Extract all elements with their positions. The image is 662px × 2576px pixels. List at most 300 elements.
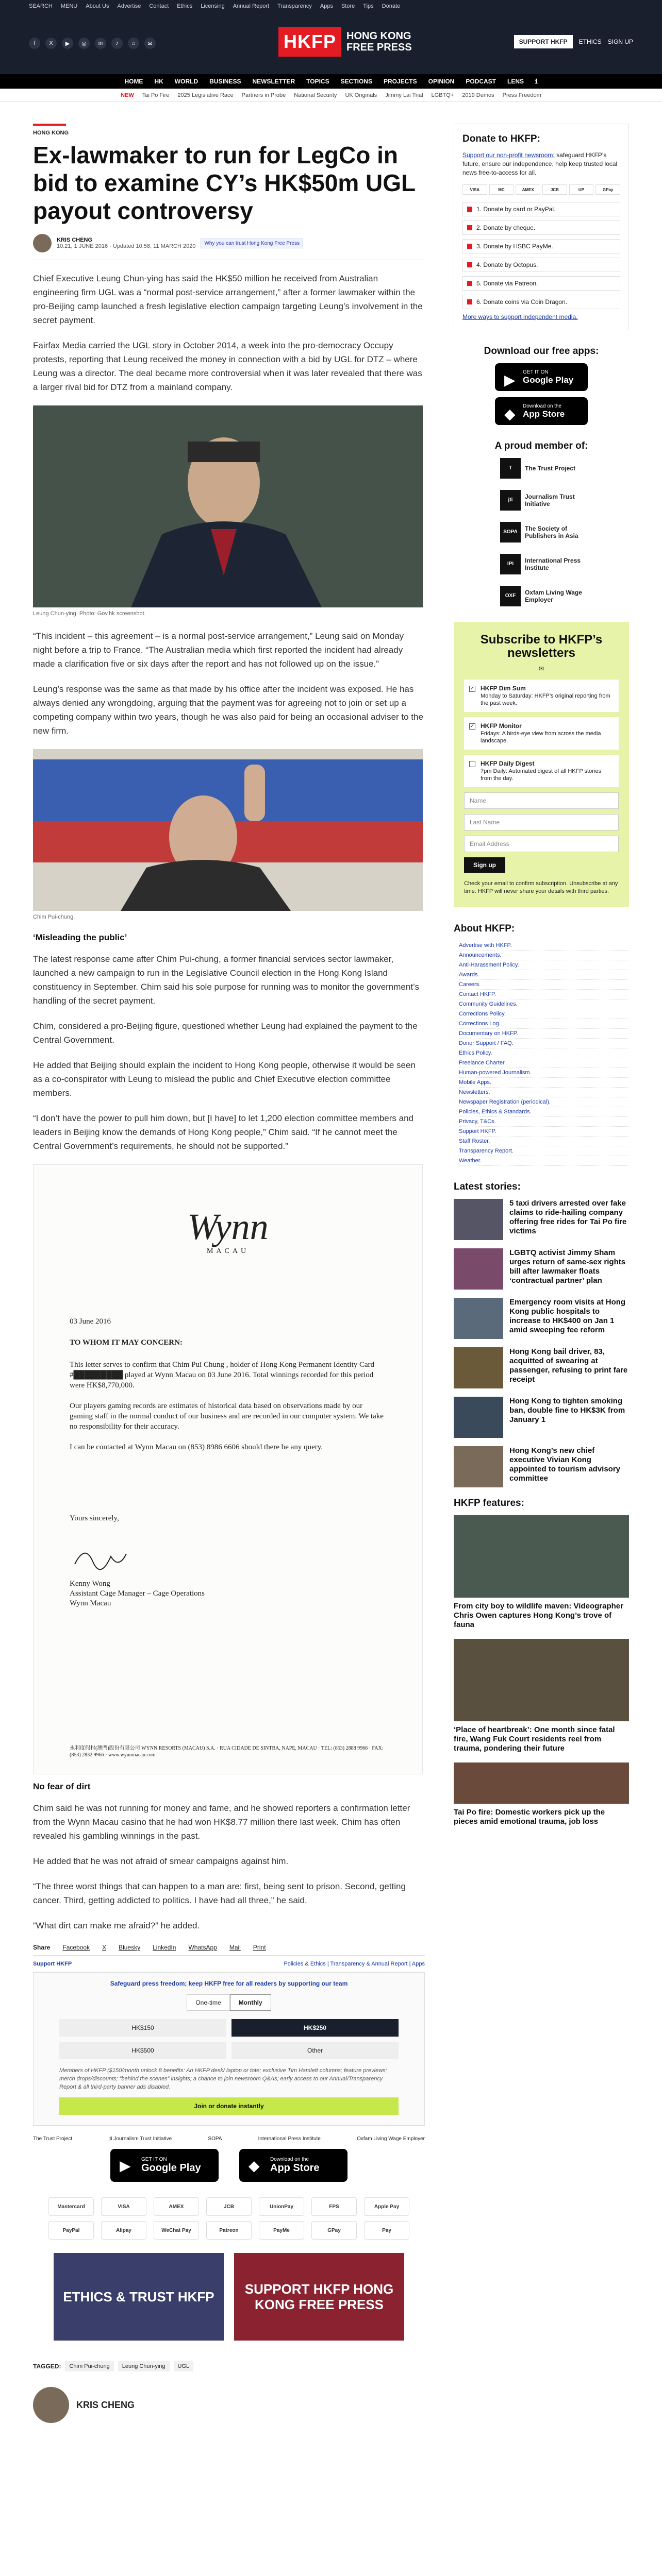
- policies-links[interactable]: Policies & Ethics | Transparency & Annual Report | Apps: [284, 1961, 425, 1967]
- member-org[interactable]: [500, 554, 583, 574]
- unionpay-icon: UP: [569, 184, 594, 195]
- badge-jti[interactable]: jti Journalism Trust Initiative: [108, 2136, 172, 2142]
- checkbox-icon[interactable]: ✓: [470, 723, 475, 729]
- mastercard-icon: Mastercard: [48, 2197, 94, 2216]
- share-label: Share: [33, 1944, 51, 1951]
- bullet-icon: [467, 299, 472, 304]
- newsletter-option-text: [481, 722, 614, 744]
- about-link[interactable]: Newsletters.: [459, 1088, 629, 1097]
- nav-opinion[interactable]: OPINION: [428, 78, 455, 85]
- new-badge: NEW: [121, 92, 134, 98]
- about-link[interactable]: Policies, Ethics & Standards.: [459, 1107, 629, 1117]
- paragraph: Leung’s response was the same as that made by his office after the incident was exposed. He has always denied any wrongdoing, arguing that the payment was for agreeing not to join or set up a competing company within two years, though he was also paid for being an occasional adviser to the new firm.: [33, 684, 423, 736]
- share-linkedin[interactable]: LinkedIn: [153, 1944, 176, 1951]
- topbar-apps[interactable]: Apps: [320, 3, 333, 9]
- app-store-button[interactable]: [239, 2149, 347, 2182]
- about-link[interactable]: Awards.: [459, 970, 629, 980]
- feature-headline: From city boy to wildlife maven: Videographer Chris Owen captures Hong Kong’s trove of fauna: [454, 1602, 623, 1629]
- story-thumbnail: [454, 1248, 503, 1290]
- about-link[interactable]: Ethics Policy.: [459, 1048, 629, 1058]
- newsletter-name: HKFP Monitor: [481, 722, 522, 730]
- topbar-donate[interactable]: Donate: [382, 3, 401, 9]
- letter-footer-address: 永利度假村(澳門)股份有限公司 WYNN RESORTS (MACAU) S.A. · RUA CIDADE DE SINTRA, NAPE, MACAU · TEL: (853) 2888 9966 · FAX: (853) 2832 9966 · www.wynnmacau.com: [70, 1745, 384, 1758]
- support-links: [33, 1961, 425, 1967]
- feature-item[interactable]: [454, 1762, 629, 1826]
- letter-signatory: [70, 1579, 386, 1608]
- member-org-name: Oxfam Living Wage Employer: [525, 589, 582, 603]
- donate-option-label: 4. Donate by Octopus.: [476, 261, 538, 268]
- member-org-name: The Society of Publishers in Asia: [525, 525, 578, 539]
- facebook-icon[interactable]: f: [29, 38, 40, 49]
- story-item[interactable]: [454, 1347, 629, 1388]
- donate-widget-heading[interactable]: Safeguard press freedom; keep HKFP free for all readers by supporting our team: [110, 1980, 348, 1987]
- author-box-name[interactable]: KRIS CHENG: [76, 2399, 135, 2410]
- letter-brand-sub: MACAU: [206, 1247, 250, 1255]
- share-print[interactable]: Print: [253, 1944, 266, 1951]
- sidebar-app-buttons: [454, 363, 629, 425]
- trust-link[interactable]: Why you can trust Hong Kong Free Press: [201, 239, 303, 248]
- alipay-icon: Alipay: [101, 2221, 146, 2240]
- article-title: Ex-lawmaker to run for LegCo in bid to examine CY’s HK$50m UGL payout controversy: [33, 142, 416, 224]
- envelope-icon: ✉: [538, 665, 544, 672]
- signatory-name: Kenny Wong: [70, 1580, 110, 1588]
- store-name: Google Play: [523, 375, 574, 385]
- newsletter-option[interactable]: [464, 680, 619, 712]
- newsletter-desc: Monday to Saturday: HKFP’s original reporting from the past week.: [481, 693, 610, 706]
- topbar-tips[interactable]: Tips: [363, 3, 374, 9]
- nav-home[interactable]: HOME: [124, 78, 143, 85]
- store-top-text: GET IT ON: [141, 2157, 167, 2162]
- newsletter-option[interactable]: [464, 755, 619, 787]
- support-hkfp-button[interactable]: SUPPORT HKFP: [514, 35, 573, 48]
- pay-icon: Pay: [364, 2221, 409, 2240]
- trending-item[interactable]: Partners in Probe: [241, 92, 286, 98]
- newsletter-option-text: [481, 685, 614, 707]
- subheading: ‘Misleading the public’: [33, 933, 127, 942]
- google-play-button[interactable]: [495, 363, 588, 391]
- bullet-icon: [467, 244, 472, 249]
- photo-figure: [33, 749, 423, 911]
- apple-icon: ◆: [504, 406, 516, 422]
- paragraph: He added that he was not afraid of smear campaigns against him.: [33, 1856, 289, 1866]
- about-link[interactable]: Transparency Report.: [459, 1146, 629, 1156]
- paragraph: “I don’t have the power to pull him down, but [I have] to let 1,200 election committee members and leaders in Beijing know the demands of Hong Kong people,” Chim said. “If he cannot meet the Central Government’s requirements, he should not be supported.”: [33, 1113, 414, 1151]
- tab-one-time[interactable]: One-time: [187, 1994, 229, 2011]
- accepted-cards: [462, 184, 620, 195]
- story-thumbnail: [454, 1298, 503, 1339]
- paragraph: He added that Beijing should explain the incident to Hong Kong people, otherwise it would be seen as a co-conspirator with Leung to mislead the public and Chief Executive election committee members.: [33, 1060, 416, 1098]
- trending-item[interactable]: UK Originals: [345, 92, 377, 98]
- signup-link[interactable]: SIGN UP: [607, 38, 633, 45]
- site-header: [0, 12, 662, 74]
- gpay-icon: GPay: [311, 2221, 357, 2240]
- author-name[interactable]: KRIS CHENG: [57, 237, 93, 243]
- google-play-icon: ▶: [120, 2158, 131, 2174]
- more-ways-link[interactable]: More ways to support independent media.: [462, 313, 578, 320]
- mastercard-icon: MC: [489, 184, 514, 195]
- proud-member-title: A proud member of:: [494, 440, 588, 451]
- about-title: About HKFP:: [454, 923, 515, 934]
- oxfam-icon: OXF: [500, 586, 521, 606]
- donate-option[interactable]: [462, 239, 620, 253]
- paragraph: Chief Executive Leung Chun-ying has said the HK$50 million he received from Australian engineering firm UGL was a “normal post-service arrangement,” after a former lawmaker within the pro-Beijing camp launched a fresh legislative election campaign targeting Leung’s involvement in the secret payment.: [33, 274, 423, 325]
- author-avatar[interactable]: [33, 234, 52, 252]
- topbar-annual-report[interactable]: Annual Report: [233, 3, 270, 9]
- letter-brand: Wynn: [187, 1206, 269, 1247]
- topbar-search[interactable]: SEARCH: [29, 3, 53, 9]
- ipi-icon: IPI: [500, 554, 521, 574]
- newsletter-title: Subscribe to HKFP’s newsletters: [480, 633, 603, 660]
- story-item[interactable]: [454, 1199, 629, 1240]
- newsletter-desc: 7pm Daily: Automated digest of all HKFP stories from the day.: [481, 768, 601, 782]
- gpay-icon: GPay: [595, 184, 620, 195]
- member-orgs: [454, 458, 629, 606]
- letter-date: 03 June 2016: [70, 1317, 111, 1326]
- apps-title: Download our free apps:: [484, 346, 599, 357]
- google-play-icon: ▶: [504, 372, 516, 388]
- logo-mark: HKFP: [278, 27, 341, 57]
- story-headline: 5 taxi drivers arrested over fake claims to ride-hailing company offering free rides for Tai Po fire victims: [509, 1199, 627, 1235]
- letter-salutation: TO WHOM IT MAY CONCERN:: [70, 1338, 183, 1347]
- nav-projects[interactable]: PROJECTS: [383, 78, 417, 85]
- bullet-icon: [467, 281, 472, 286]
- store-top-text: GET IT ON: [523, 369, 549, 375]
- trending-item[interactable]: Tai Po Fire: [142, 92, 170, 98]
- bullet-icon: [467, 262, 472, 267]
- badge-sopa[interactable]: SOPA: [208, 2136, 222, 2142]
- story-thumbnail: [454, 1446, 503, 1487]
- tiktok-icon[interactable]: ♪: [111, 38, 123, 49]
- sidebar: [454, 124, 629, 1836]
- about-link[interactable]: Advertise with HKFP.: [459, 941, 629, 951]
- info-icon[interactable]: ℹ: [535, 78, 538, 85]
- story-item[interactable]: [454, 1298, 629, 1339]
- share-bar: [33, 1944, 425, 1956]
- linkedin-icon[interactable]: in: [95, 38, 106, 49]
- visa-icon: VISA: [101, 2197, 146, 2216]
- payme-icon: PayMe: [259, 2221, 304, 2240]
- tag[interactable]: Leung Chun-ying: [118, 2361, 170, 2371]
- nav-podcast[interactable]: PODCAST: [466, 78, 496, 85]
- name-field[interactable]: Name: [464, 792, 619, 809]
- wechat-pay-icon: WeChat Pay: [154, 2221, 199, 2240]
- share-bluesky[interactable]: Bluesky: [119, 1944, 141, 1951]
- tags-row: [33, 2361, 425, 2371]
- photo-caption: Chim Pui-chung.: [33, 914, 75, 920]
- logo-wordmark: [346, 30, 412, 53]
- story-thumbnail: [454, 1199, 503, 1240]
- topbar-about[interactable]: About Us: [86, 3, 109, 9]
- newsletter-signup-button[interactable]: Sign up: [464, 857, 505, 873]
- donate-option[interactable]: [462, 258, 620, 272]
- about-link[interactable]: Mobile Apps.: [459, 1078, 629, 1088]
- letter-letterhead: [70, 1206, 386, 1256]
- latest-stories: [454, 1181, 629, 1487]
- store-top-text: Download on the: [523, 403, 562, 409]
- trending-item[interactable]: Jimmy Lai Trial: [385, 92, 423, 98]
- trending-item[interactable]: National Security: [294, 92, 337, 98]
- app-store-button[interactable]: [495, 397, 588, 425]
- story-headline: Hong Kong’s new chief executive Vivian Kong appointed to tourism advisory committee: [509, 1446, 621, 1483]
- about-hkfp: [454, 923, 629, 1166]
- bullet-icon: [467, 207, 472, 212]
- letter-body: Our players gaming records are estimates of historical data based on observations made by our gaming staff in the normal conduct of our business and are recorded in our computer system. We take no responsibility for their accuracy.: [70, 1402, 384, 1431]
- paragraph: The latest response came after Chim Pui-chung, a former financial services sector lawmaker, launched a new campaign to run in the Legislative Council election in the Hong Kong Island constituency in September. Chim said his sole purpose for running was to monitor the government’s handling of the secret payment.: [33, 954, 420, 1006]
- topbar-licensing[interactable]: Licensing: [201, 3, 225, 9]
- trending-item[interactable]: LGBTQ+: [431, 92, 454, 98]
- mail-icon[interactable]: ✉: [144, 38, 156, 49]
- amount-options: [59, 2019, 399, 2059]
- article-kicker[interactable]: HONG KONG: [33, 130, 69, 136]
- about-link[interactable]: Corrections Policy.: [459, 1009, 629, 1019]
- jcb-icon: JCB: [206, 2197, 252, 2216]
- newsletter-signup: [454, 622, 629, 907]
- share-mail[interactable]: Mail: [229, 1944, 241, 1951]
- about-link[interactable]: Corrections Log.: [459, 1019, 629, 1029]
- letter-body: I can be contacted at Wynn Macau on (853) 8986 6606 should there be any query.: [70, 1443, 323, 1451]
- donate-option-label: 5. Donate via Patreon.: [476, 280, 538, 287]
- author-box: [33, 2387, 425, 2423]
- instagram-icon[interactable]: ◎: [78, 38, 90, 49]
- trending-item[interactable]: 2025 Legislative Race: [177, 92, 234, 98]
- amount-option[interactable]: HK$150: [59, 2019, 226, 2037]
- features-title: HKFP features:: [454, 1498, 524, 1509]
- about-link[interactable]: Freelance Charter.: [459, 1058, 629, 1068]
- byline-text: [57, 237, 195, 249]
- article-dates: 10:21, 1 JUNE 2016 · Updated 10:58, 11 MARCH 2020: [57, 243, 196, 249]
- about-link[interactable]: Donor Support / FAQ.: [459, 1039, 629, 1048]
- badge-trust-project[interactable]: The Trust Project: [33, 2136, 73, 2142]
- newsletter-desc: Fridays: A birds-eye view from across the media landscape.: [481, 731, 601, 744]
- amex-icon: AMEX: [154, 2197, 199, 2216]
- story-headline: LGBTQ activist Jimmy Sham urges return of same-sex rights bill after lawmaker floats ‘contractual partner’ plan: [509, 1248, 626, 1285]
- support-hkfp-link[interactable]: Support HKFP: [33, 1961, 72, 1967]
- paypal-icon: PayPal: [48, 2221, 94, 2240]
- paragraph: “This incident – this agreement – is a normal post-service arrangement,” Leung said on Monday night before a trip to France. “The Australian media which first reported the incident had already made a clarification five or six days after the report and has not followed up on the issue.”: [33, 631, 404, 669]
- sidebar-donate-lead: [462, 151, 620, 177]
- logo-line-1: HONG KONG: [346, 30, 411, 42]
- apple-pay-icon: Apple Pay: [364, 2197, 409, 2216]
- member-org-name: Journalism Trust Initiative: [525, 493, 575, 507]
- ethics-link[interactable]: ETHICS: [578, 38, 602, 45]
- jti-icon: jti: [500, 490, 521, 511]
- share-x[interactable]: X: [102, 1944, 107, 1951]
- paragraph: “What dirt can make me afraid?” he added.: [33, 1921, 200, 1930]
- signatory-org: Wynn Macau: [70, 1599, 111, 1607]
- about-link[interactable]: Staff Roster.: [459, 1137, 629, 1146]
- badge-ipi[interactable]: International Press Institute: [258, 2136, 321, 2142]
- tab-monthly[interactable]: Monthly: [230, 1994, 271, 2011]
- sidebar-donate: [454, 124, 629, 330]
- letter-closing: Yours sincerely,: [70, 1514, 119, 1522]
- social-links: [29, 38, 156, 49]
- about-link[interactable]: Anti-Harassment Policy.: [459, 960, 629, 970]
- member-org[interactable]: [500, 490, 583, 511]
- latest-title: Latest stories:: [454, 1181, 521, 1192]
- last-name-field[interactable]: Last Name: [464, 814, 619, 831]
- nav-newsletter[interactable]: NEWSLETTER: [252, 78, 295, 85]
- photo-chim-pui-chung: [33, 749, 423, 911]
- member-org-name: The Trust Project: [525, 465, 576, 472]
- story-headline: Emergency room visits at Hong Kong public hospitals to increase to HK$400 on Jan 1 amid sweeping fee reform: [509, 1298, 626, 1334]
- newsletter-option[interactable]: [464, 717, 619, 750]
- about-link[interactable]: Announcements.: [459, 951, 629, 960]
- story-item[interactable]: [454, 1248, 629, 1290]
- amount-option[interactable]: HK$500: [59, 2042, 226, 2059]
- signatory-role: Assistant Cage Manager – Cage Operations: [70, 1589, 205, 1598]
- site-logo[interactable]: [278, 27, 412, 57]
- unionpay-icon: UnionPay: [259, 2197, 304, 2216]
- feature-image: [454, 1762, 629, 1804]
- feature-item[interactable]: [454, 1515, 629, 1630]
- jcb-icon: JCB: [542, 184, 567, 195]
- story-headline: Hong Kong to tighten smoking ban, double fine to HK$3K from January 1: [509, 1397, 625, 1424]
- amex-icon: AMEX: [516, 184, 540, 195]
- store-top-text: Download on the: [270, 2157, 309, 2162]
- youtube-icon[interactable]: ▶: [62, 38, 73, 49]
- paragraph: Fairfax Media carried the UGL story in October 2014, a week into the pro-democracy Occupy protests, reporting that Leung received the money in connection with a bid by UGL for DTZ – where Leung was a director. The deal became more controversial when it was later revealed that there was a larger rival bid for DTZ from a mainland company.: [33, 341, 422, 392]
- apple-icon: ◆: [249, 2158, 260, 2174]
- amount-option-other[interactable]: Other: [231, 2042, 399, 2059]
- paragraph: “The three worst things that can happen to a man are: first, being sent to prison. Second, getting cancer. Third, getting addicted to politics. I have had all three,” he said.: [33, 1882, 406, 1905]
- donate-option[interactable]: [462, 202, 620, 216]
- x-icon[interactable]: X: [45, 38, 57, 49]
- subheading: No fear of dirt: [33, 1782, 91, 1791]
- nav-hk[interactable]: HK: [154, 78, 163, 85]
- donate-widget: [33, 1972, 425, 2126]
- story-thumbnail: [454, 1397, 503, 1438]
- about-link[interactable]: Documentary on HKFP.: [459, 1029, 629, 1039]
- newsletter-option-text: [481, 760, 614, 782]
- article: [33, 124, 425, 2423]
- section-accent-bar: [33, 124, 66, 126]
- about-link[interactable]: Community Guidelines.: [459, 999, 629, 1009]
- trending-bar: [0, 89, 662, 102]
- google-play-button[interactable]: [110, 2149, 219, 2182]
- trending-item[interactable]: Press Freedom: [502, 92, 541, 98]
- member-org[interactable]: [500, 522, 583, 543]
- checkbox-icon[interactable]: ✓: [470, 686, 475, 691]
- about-link[interactable]: Privacy, T&Cs.: [459, 1117, 629, 1127]
- story-headline: Hong Kong bail driver, 83, acquitted of swearing at passenger, refusing to print fare receipt: [509, 1347, 628, 1384]
- paragraph: Chim said he was not running for money and fame, and he showed reporters a confirmation letter from the Wynn Macau casino that he had won HK$8.77 million there last week. Chim has often revealed his gambling winnings in the past.: [33, 1803, 410, 1841]
- story-item[interactable]: [454, 1446, 629, 1487]
- nav-world[interactable]: WORLD: [174, 78, 198, 85]
- about-link[interactable]: Human-powered Journalism.: [459, 1068, 629, 1078]
- membership-note: Members of HKFP ($150/month unlock 8 benefits: An HKFP desk/ laptop or tote; exclusive Tim Hamlett columns; feature previews; merch drops/discounts; “behind the scenes” insights; a chance to join newsroom Q&As; early access to our Annual/Transparency Report & all third-party banner ads disabled.: [59, 2067, 387, 2090]
- app-store-row: [33, 2149, 425, 2182]
- share-facebook[interactable]: Facebook: [62, 1944, 90, 1951]
- photo-caption: Leung Chun-ying. Photo: Gov.hk screenshot.: [33, 611, 146, 617]
- newsletter-name: HKFP Daily Digest: [481, 760, 535, 767]
- topbar-store[interactable]: Store: [341, 3, 355, 9]
- donate-lead-text: safeguard HKFP’s future, ensure our independence, help keep trusted local news free-to-access for all.: [462, 151, 618, 176]
- visa-icon: VISA: [462, 184, 487, 195]
- store-name: App Store: [270, 2162, 320, 2174]
- donate-option[interactable]: [462, 295, 620, 309]
- about-link[interactable]: Contact HKFP.: [459, 990, 629, 999]
- byline: [33, 234, 425, 252]
- ethics-trust-banner[interactable]: ETHICS & TRUST HKFP: [54, 2253, 224, 2341]
- trending-item[interactable]: 2019 Demos: [462, 92, 494, 98]
- sopa-icon: SOPA: [500, 522, 521, 543]
- tag[interactable]: UGL: [174, 2361, 194, 2371]
- feature-headline: ‘Place of heartbreak’: One month since fatal fire, Wang Fuk Court residents reel from trauma, pondering their future: [454, 1725, 615, 1753]
- email-field[interactable]: Email Address: [464, 836, 619, 852]
- about-link[interactable]: Careers.: [459, 980, 629, 990]
- topbar-advertise[interactable]: Advertise: [117, 3, 141, 9]
- topbar-menu[interactable]: MENU: [60, 3, 78, 9]
- donate-option[interactable]: [462, 276, 620, 291]
- about-link[interactable]: Weather.: [459, 1156, 629, 1166]
- feature-image: [454, 1515, 629, 1598]
- feature-item[interactable]: [454, 1639, 629, 1753]
- share-whatsapp[interactable]: WhatsApp: [188, 1944, 217, 1951]
- about-link[interactable]: Newspaper Registration (periodical).: [459, 1097, 629, 1107]
- signature-image: [70, 1544, 131, 1574]
- logo-line-2: FREE PRESS: [346, 42, 412, 53]
- top-utility-bar: [0, 0, 662, 12]
- bullet-icon: [467, 225, 472, 230]
- donate-option-label: 3. Donate by HSBC PayMe.: [476, 243, 553, 250]
- topbar-transparency[interactable]: Transparency: [277, 3, 312, 9]
- topbar-contact[interactable]: Contact: [149, 3, 169, 9]
- paragraph: Chim, considered a pro-Beijing figure, questioned whether Leung had explained the payment to the Central Government.: [33, 1021, 418, 1045]
- newsletter-footnote: Check your email to confirm subscription. Unsubscribe at any time. HKFP will never share your details with third parties.: [464, 880, 618, 894]
- story-item[interactable]: [454, 1397, 629, 1438]
- member-org-name: International Press Institute: [525, 557, 581, 571]
- tag[interactable]: Chim Pui-chung: [65, 2361, 113, 2371]
- store-name: Google Play: [141, 2162, 201, 2174]
- feature-image: [454, 1639, 629, 1721]
- nav-business[interactable]: BUSINESS: [209, 78, 241, 85]
- header-actions: [514, 35, 633, 48]
- feature-headline: Tai Po fire: Domestic workers pick up the pieces amid emotional trauma, job loss: [454, 1808, 605, 1826]
- hkfp-features: [454, 1498, 629, 1826]
- support-newsroom-link[interactable]: Support our non-profit newsroom:: [462, 151, 555, 159]
- checkbox-icon[interactable]: [469, 761, 475, 767]
- photo-leung-chun-ying: [33, 405, 423, 607]
- main-nav: [0, 74, 662, 89]
- support-hkfp-banner[interactable]: SUPPORT HKFP HONG KONG FREE PRESS: [234, 2253, 404, 2341]
- join-donate-button[interactable]: Join or donate instantly: [59, 2097, 399, 2115]
- story-thumbnail: [454, 1347, 503, 1388]
- donate-option[interactable]: [462, 221, 620, 235]
- payment-methods: [33, 2197, 425, 2240]
- member-org[interactable]: [500, 458, 583, 479]
- donate-option-label: 6. Donate coins via Coin Dragon.: [476, 298, 568, 306]
- frequency-tabs: [59, 1994, 399, 2011]
- nav-sections[interactable]: SECTIONS: [340, 78, 372, 85]
- wynn-letter-image: [33, 1164, 423, 1774]
- badge-oxfam[interactable]: Oxfam Living Wage Employer: [357, 2136, 425, 2142]
- store-name: App Store: [523, 409, 565, 419]
- nav-lens[interactable]: LENS: [507, 78, 524, 85]
- amount-option-selected[interactable]: HK$250: [231, 2019, 399, 2037]
- member-org[interactable]: [500, 586, 583, 606]
- letter-body: This letter serves to confirm that Chim Pui Chung , holder of Hong Kong Permanent Identity Card #█████████ played at Wynn Macau on 03 June 2016. Total winnings recorded for this period were HK$8,770,000.: [70, 1361, 375, 1389]
- sidebar-donate-title: Donate to HKFP:: [462, 133, 540, 144]
- author-avatar[interactable]: [33, 2387, 69, 2423]
- donate-option-label: 1. Donate by card or PayPal.: [476, 206, 556, 213]
- home-icon[interactable]: ⌂: [128, 38, 139, 49]
- member-badges-row: [33, 2136, 425, 2142]
- topbar-ethics[interactable]: Ethics: [177, 3, 193, 9]
- nav-topics[interactable]: TOPICS: [306, 78, 329, 85]
- promo-banners: [33, 2253, 425, 2341]
- about-link[interactable]: Support HKFP.: [459, 1127, 629, 1137]
- newsletter-name: HKFP Dim Sum: [481, 685, 526, 692]
